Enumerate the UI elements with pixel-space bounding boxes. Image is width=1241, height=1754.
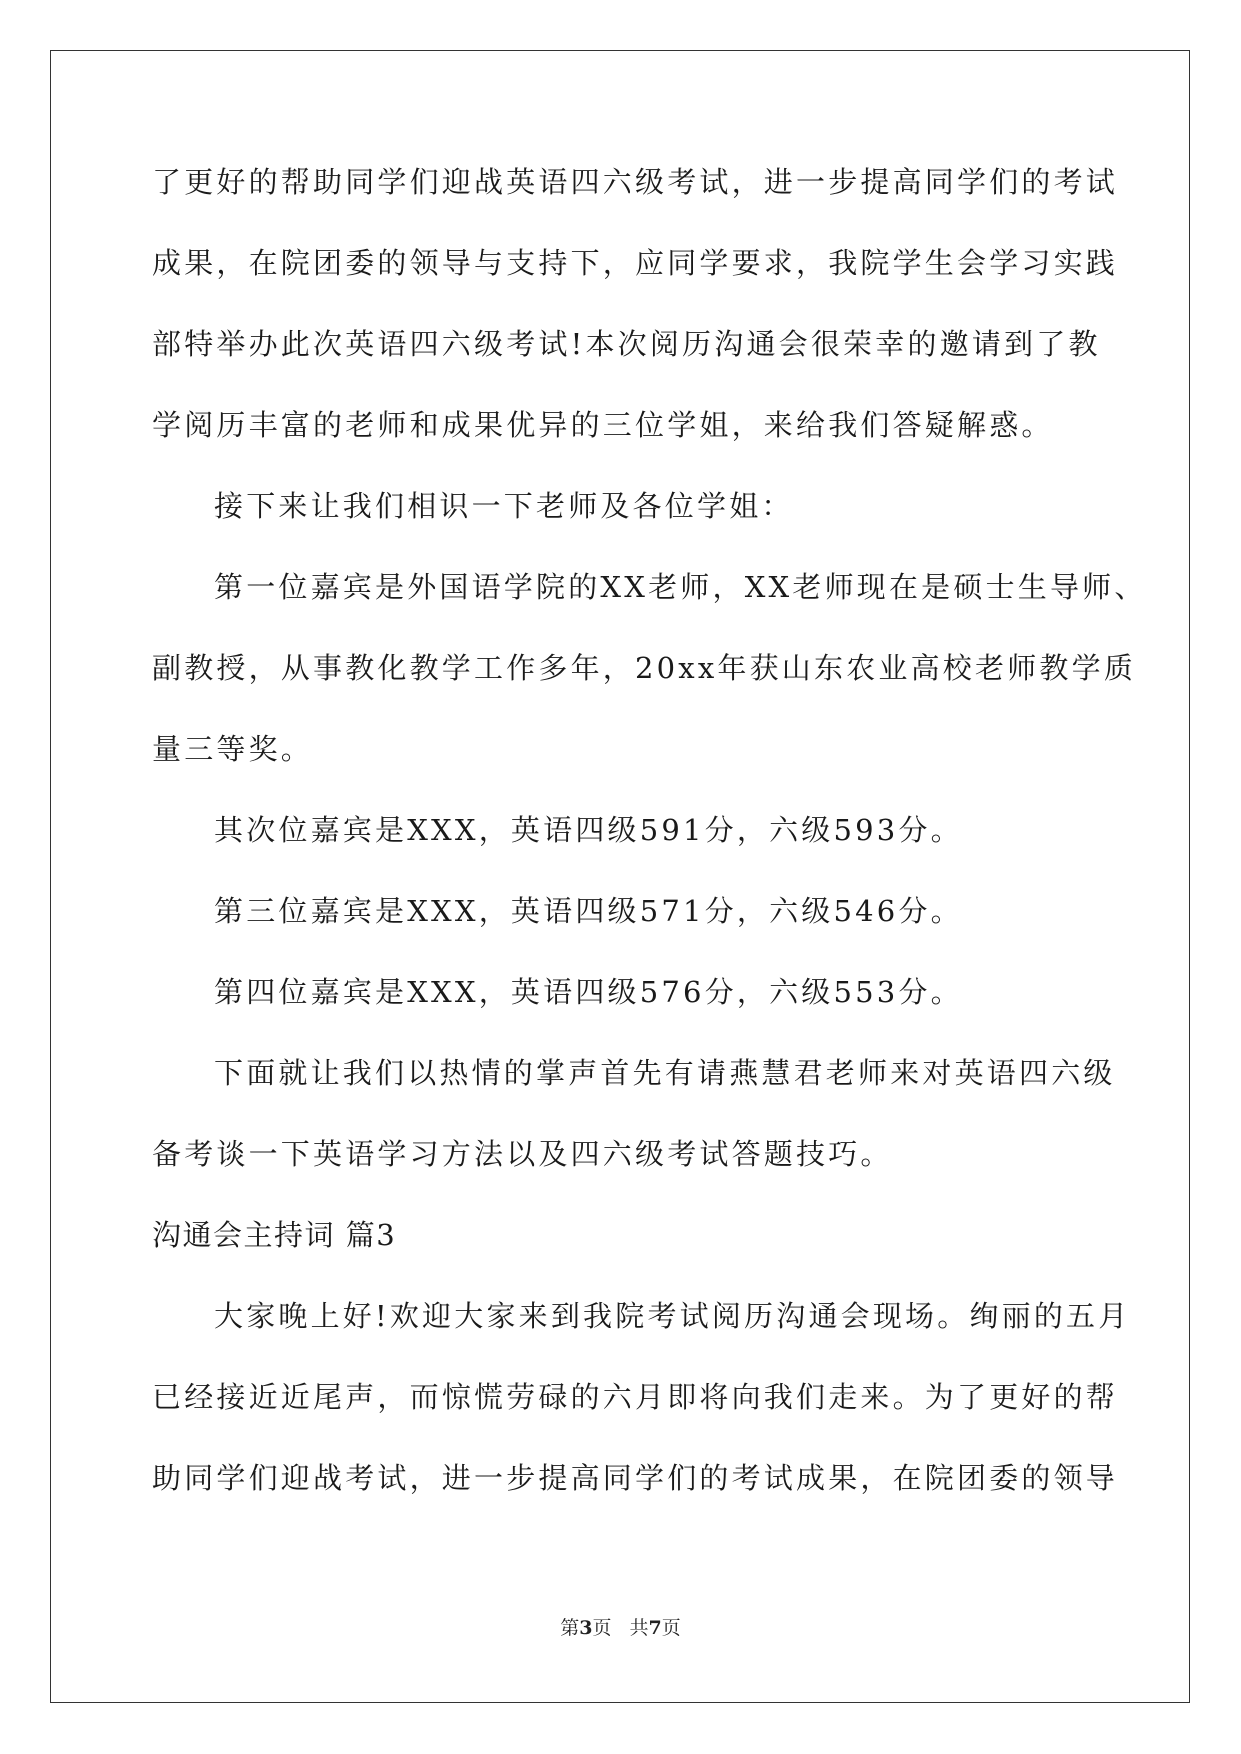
text-line: 下面就让我们以热情的掌声首先有请燕慧君老师来对英语四六级: [214, 1056, 1116, 1090]
text-line: 大家晚上好!欢迎大家来到我院考试阅历沟通会现场。绚丽的五月: [214, 1299, 1131, 1333]
page-border: [50, 50, 1190, 1703]
page-prefix: 第: [560, 1617, 580, 1639]
page-footer: [0, 1616, 1241, 1640]
text-line: 其次位嘉宾是XXX，英语四级591分，六级593分。: [214, 813, 963, 847]
page-suffix: 页: [592, 1617, 612, 1639]
text-line: 接下来让我们相识一下老师及各位学姐：: [214, 489, 794, 523]
text-line: 助同学们迎战考试，进一步提高同学们的考试成果，在院团委的领导: [152, 1461, 1119, 1495]
text-line: 量三等奖。: [152, 732, 314, 766]
text-line: 第一位嘉宾是外国语学院的XX老师，XX老师现在是硕士生导师、: [214, 570, 1147, 604]
text-line: 备考谈一下英语学习方法以及四六级考试答题技巧。: [152, 1137, 893, 1171]
text-line: 部特举办此次英语四六级考试!本次阅历沟通会很荣幸的邀请到了教: [152, 327, 1101, 361]
text-line: 已经接近近尾声，而惊慌劳碌的六月即将向我们走来。为了更好的帮: [152, 1380, 1119, 1414]
section-heading: 沟通会主持词 篇3: [152, 1218, 397, 1252]
page-number: 3: [579, 1617, 593, 1639]
text-line: 学阅历丰富的老师和成果优异的三位学姐，来给我们答疑解惑。: [152, 408, 1054, 442]
text-line: 成果，在院团委的领导与支持下，应同学要求，我院学生会学习实践: [152, 246, 1119, 280]
text-line: 了更好的帮助同学们迎战英语四六级考试，进一步提高同学们的考试: [152, 165, 1119, 199]
total-suffix: 页: [661, 1617, 681, 1639]
text-line: 第四位嘉宾是XXX，英语四级576分，六级553分。: [214, 975, 963, 1009]
total-prefix: 共: [629, 1617, 649, 1639]
text-line: 副教授，从事教化教学工作多年，20xx年获山东农业高校老师教学质: [152, 651, 1137, 685]
total-pages: 7: [648, 1617, 662, 1639]
text-line: 第三位嘉宾是XXX，英语四级571分，六级546分。: [214, 894, 963, 928]
